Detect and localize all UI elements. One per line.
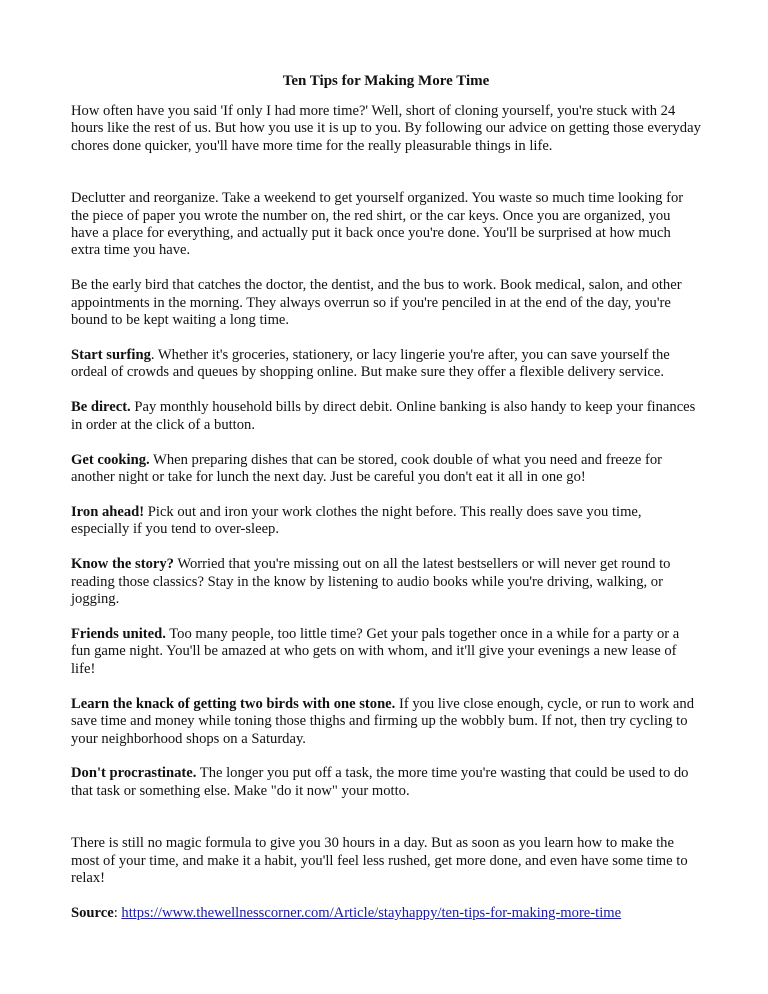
- tip-lead: Get cooking.: [71, 451, 150, 468]
- tip-text: . Whether it's groceries, stationery, or lacy lingerie you're after, you can save yourself the ordeal of crowds and queues by shopping online. But make sure they offer a flexible delivery service.: [71, 347, 670, 381]
- tip-text: The longer you put off a task, the more time you're wasting that could be used to do that task or something else. Make "do it now" your motto.: [71, 765, 689, 799]
- tip-text: Be the early bird that catches the doctor, the dentist, and the bus to work. Book medical, salon, and other appointments in the morning. They always overrun so if you're penciled in at the end of the day, you're bound to be kept waiting a long time.: [71, 277, 682, 329]
- tip-lead: Learn the knack of getting two birds with one stone.: [71, 695, 396, 712]
- document-page: [71, 72, 701, 922]
- tip-text: Worried that you're missing out on all the latest bestsellers or will never get round to reading those classics? Stay in the know by listening to audio books while you're driving, walking, or jogging.: [71, 556, 671, 608]
- source-link[interactable]: https://www.thewellnesscorner.com/Article/stayhappy/ten-tips-for-making-more-time: [121, 905, 622, 921]
- tip-lead: Friends united.: [71, 626, 166, 643]
- source-separator: :: [113, 905, 122, 921]
- tip-text: If you live close enough, cycle, or run to work and save time and money while toning those thighs and firming up the wobbly bum. If not, then try cycling to your neighborhood shops on a Saturday.: [71, 695, 694, 747]
- tip-paragraph-6: [71, 504, 701, 539]
- intro-paragraph: How often have you said 'If only I had more time?' Well, short of cloning yourself, you're stuck with 24 hours like the rest of us. But how you use it is up to you. By following our advice on getting those everyday chores done quicker, you'll have more time for the really pleasurable things in life.: [71, 103, 701, 154]
- tip-lead: Start surfing: [71, 347, 151, 364]
- tip-paragraph-9: [71, 696, 701, 748]
- document-title: Ten Tips for Making More Time: [282, 73, 490, 89]
- tip-paragraph-8: [71, 626, 701, 678]
- tip-text: Pay monthly household bills by direct debit. Online banking is also handy to keep your finances in order at the click of a button.: [71, 399, 696, 433]
- tip-text: Too many people, too little time? Get your pals together once in a while for a party or a fun game night. You'll be amazed at who gets on with whom, and it'll give your evenings a new lease of life!: [71, 626, 680, 677]
- source-line: [71, 905, 701, 922]
- tip-lead: Be direct.: [71, 399, 131, 416]
- tip-paragraph-4: [71, 399, 701, 434]
- tip-lead: Know the story?: [71, 556, 174, 573]
- tip-paragraph-1: [71, 190, 701, 260]
- tip-text: Declutter and reorganize. Take a weekend to get yourself organized. You waste so much time looking for the piece of paper you wrote the number on, the red shirt, or the car keys. Once you are organized, you have a place for everything, and actually put it back once you're done. You'll be surprised at how much extra time you have.: [71, 190, 684, 259]
- tip-paragraph-3: [71, 347, 701, 382]
- tip-paragraph-7: [71, 556, 701, 608]
- tip-paragraph-2: [71, 277, 701, 329]
- source-label: Source: [71, 905, 114, 921]
- tip-lead: Don't procrastinate.: [71, 765, 197, 782]
- conclusion-paragraph: There is still no magic formula to give you 30 hours in a day. But as soon as you learn how to make the most of your time, and make it a habit, you'll feel less rushed, get more done, and even have some time to relax!: [71, 835, 688, 887]
- tip-paragraph-10: [71, 765, 701, 800]
- tip-paragraph-5: [71, 452, 701, 487]
- tip-lead: Iron ahead!: [71, 504, 145, 520]
- tip-text: When preparing dishes that can be stored, cook double of what you need and freeze for another night or take for lunch the next day. Just be careful you don't eat it all in one go!: [71, 451, 663, 486]
- tip-text: Pick out and iron your work clothes the night before. This really does save you time, especially if you tend to over-sleep.: [71, 504, 642, 538]
